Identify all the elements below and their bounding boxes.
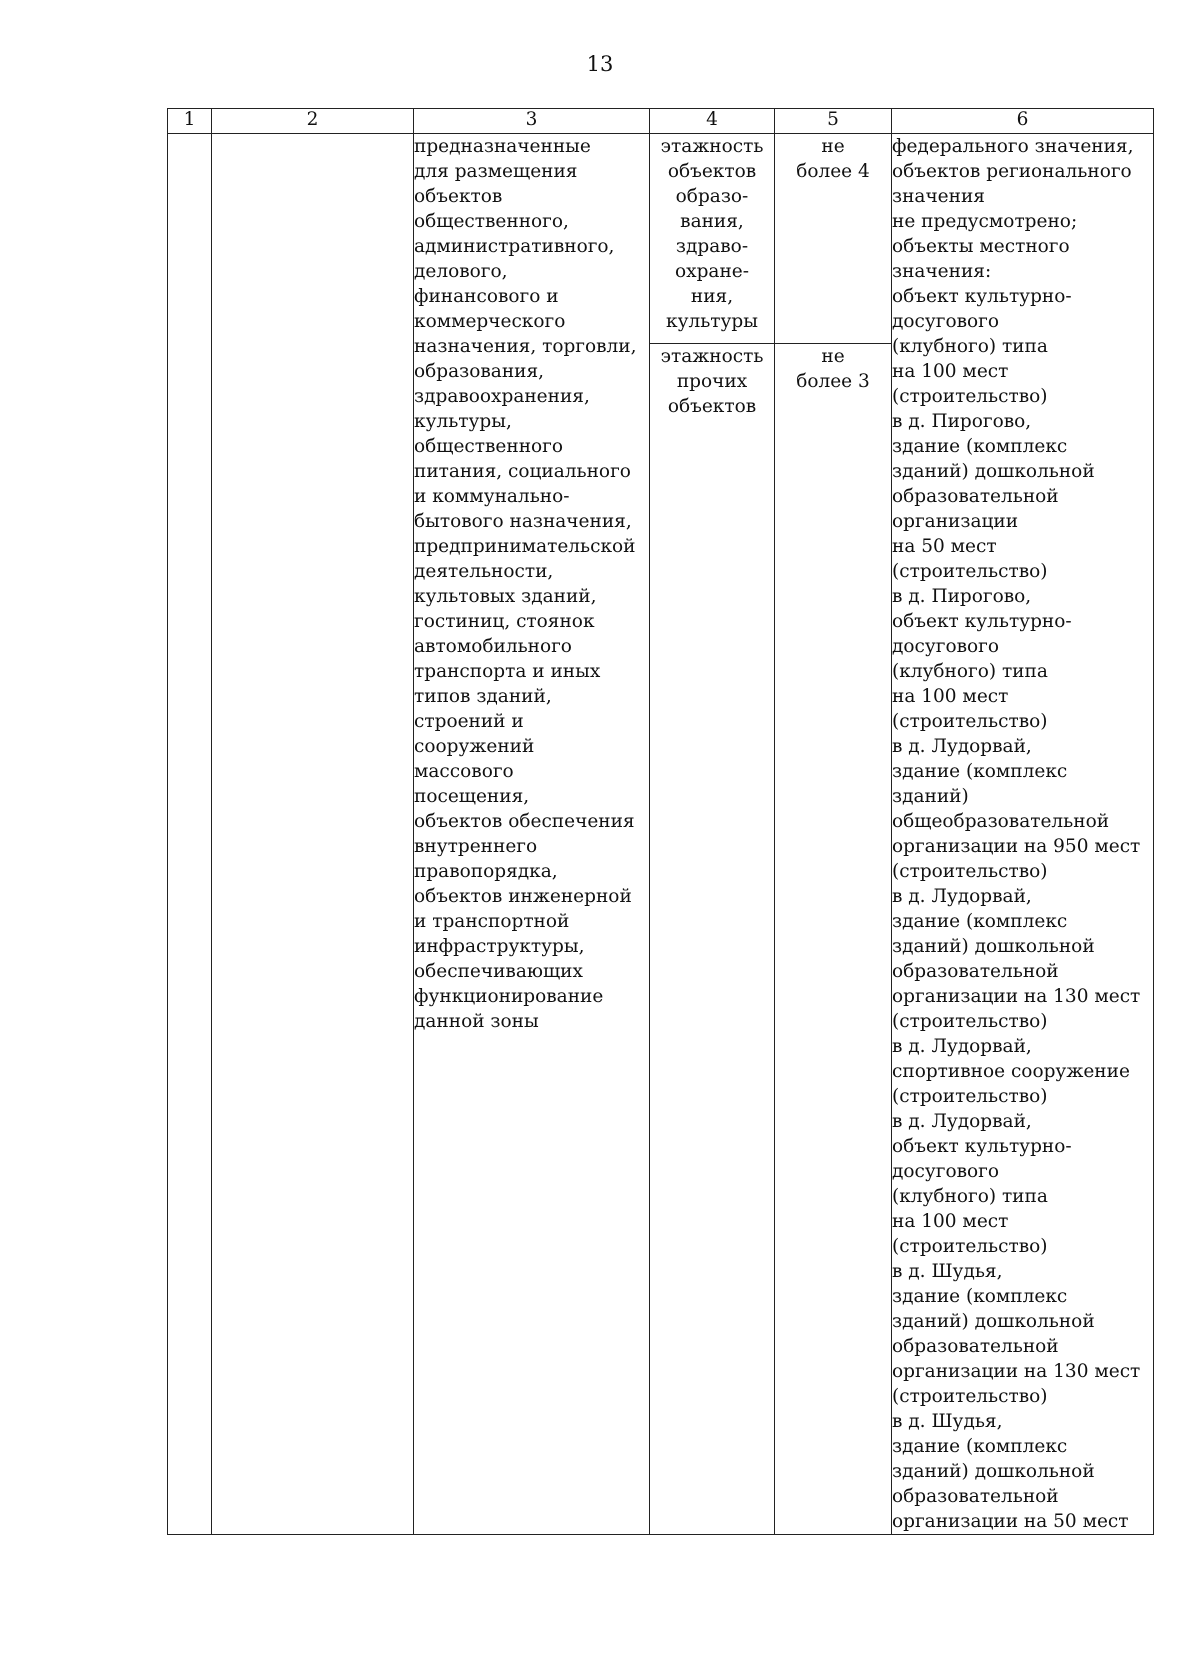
permitted-use-description: предназначенные для размещения объектов общественного, административного, делового, финансового и коммерческого назначения, торговли, образования, здравоохранения, культуры, общественного питания, социального и коммунально- бытового назначения, предпринимательской деятельности, культовых зданий, гостиниц, стоянок автомобильного транспорта и иных типов зданий, строений и сооружений массового посещения, объектов обеспечения внутреннего правопорядка, объектов инженерной и транспортной инфраструктуры, обеспечивающих функционирование данной зоны <box>414 134 650 1535</box>
floors-other-objects-value: не более 3 <box>775 343 892 1534</box>
cell-col-2 <box>212 134 414 1535</box>
planned-objects-description: федерального значения, объектов регионального значения не предусмотрено; объекты местного значения: объект культурно- досугового (клубного) типа на 100 мест (строительство) в д. Пирогово, здание (комплекс зданий) дошкольной образовательной организации на 50 мест (строительство) в д. Пирогово, объект культурно- досугового (клубного) типа на 100 мест (строительство) в д. Лудорвай, здание (комплекс зданий) общеобразовательной организации на 950 мест (строительство) в д. Лудорвай, здание (комплекс зданий) дошкольной образовательной организации на 130 мест (строительство) в д. Лудорвай, спортивное сооружение (строительство) в д. Лудорвай, объект культурно- досугового (клубного) типа на 100 мест (строительство) в д. Шудья, здание (комплекс зданий) дошкольной образовательной организации на 130 мест (строительство) в д. Шудья, здание (комплекс зданий) дошкольной образовательной организации на 50 мест <box>892 134 1154 1535</box>
header-col-4: 4 <box>650 109 775 134</box>
floors-education-health-culture-label: этажность объектов образо- вания, здраво- охране- ния, культуры <box>650 134 775 344</box>
header-col-1: 1 <box>168 109 212 134</box>
floors-other-objects-label: этажность прочих объектов <box>650 343 775 1534</box>
header-col-5: 5 <box>775 109 892 134</box>
header-col-3: 3 <box>414 109 650 134</box>
cell-col-1 <box>168 134 212 1535</box>
header-col-2: 2 <box>212 109 414 134</box>
header-col-6: 6 <box>892 109 1154 134</box>
document-table <box>167 108 1154 1535</box>
table-row <box>168 134 1154 344</box>
table-header-row <box>168 109 1154 134</box>
floors-education-health-culture-value: не более 4 <box>775 134 892 344</box>
page-number: 13 <box>586 52 614 76</box>
